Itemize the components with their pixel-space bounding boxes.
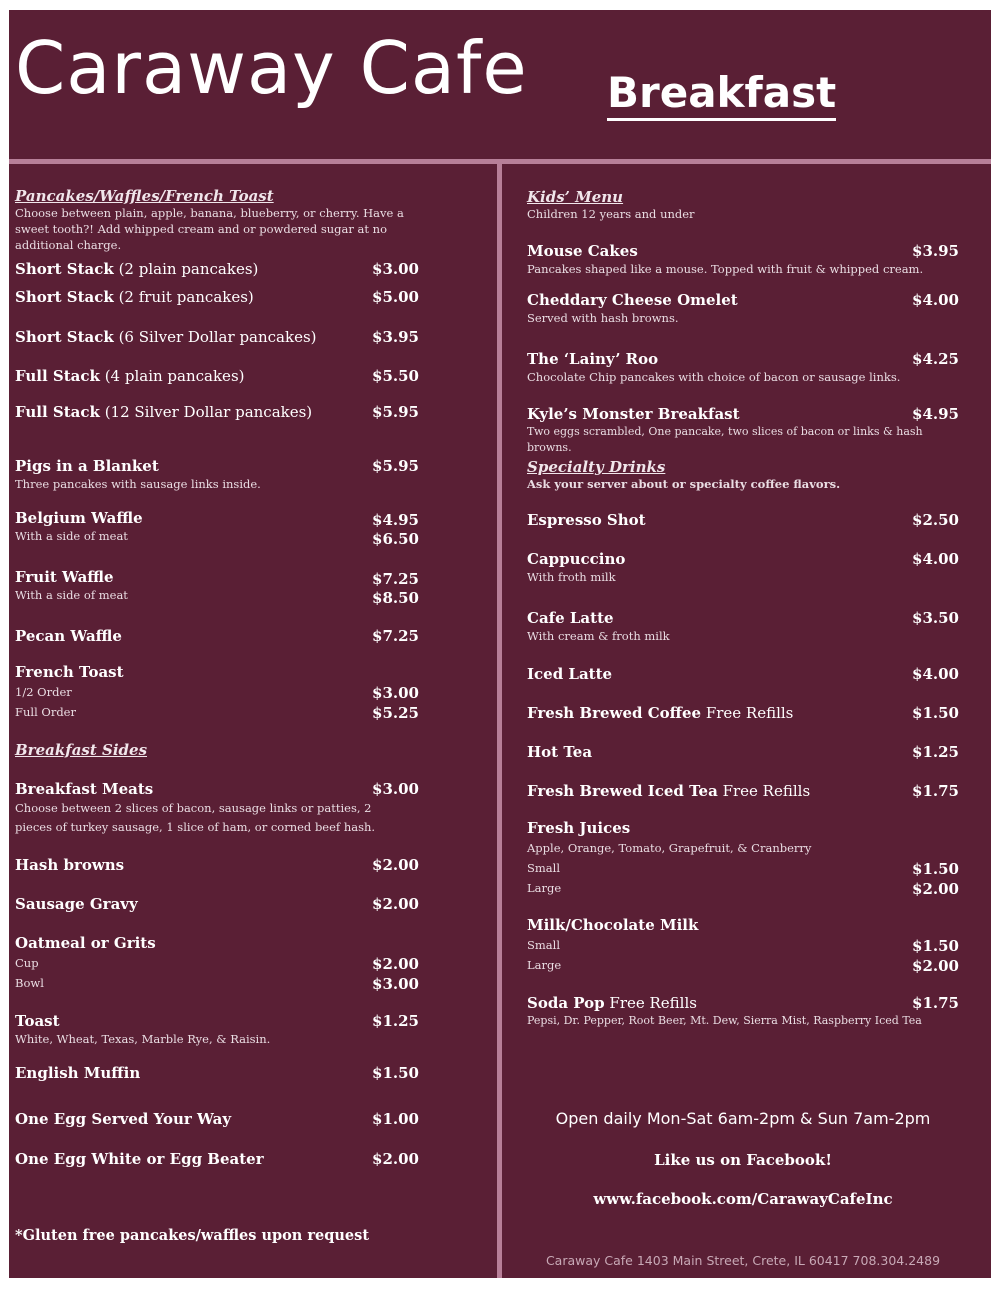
item-name: Toast — [15, 1012, 60, 1030]
small-label: Small — [527, 938, 560, 952]
drinks-section-header — [527, 458, 959, 492]
bowl-price: $3.00 — [372, 975, 419, 993]
item-name: Iced Latte — [527, 665, 613, 683]
section-description: Ask your server about or specialty coffee flavors. — [527, 477, 841, 491]
menu-item — [527, 510, 959, 530]
item-name: One Egg Served Your Way — [15, 1110, 232, 1128]
item-price-with-meat: $6.50 — [372, 530, 419, 548]
menu-item — [15, 327, 419, 347]
item-description: Served with hash browns. — [527, 311, 679, 325]
menu-item — [527, 781, 959, 801]
item-description: With a side of meat — [15, 588, 128, 602]
item-name: Hash browns — [15, 856, 125, 874]
item-price: $3.00 — [372, 780, 419, 798]
item-description: Pancakes shaped like a mouse. Topped with fruit & whipped cream. — [527, 262, 924, 276]
opening-hours: Open daily Mon-Sat 6am-2pm & Sun 7am-2pm — [555, 1109, 931, 1128]
menu-item — [527, 404, 959, 456]
small-label: Small — [527, 861, 560, 875]
full-order-label: Full Order — [15, 705, 76, 719]
section-title: Specialty Drinks — [527, 458, 666, 476]
item-price: $3.95 — [372, 328, 419, 346]
small-price: $1.50 — [912, 860, 959, 878]
item-description: With cream & froth milk — [527, 629, 670, 643]
item-price: $3.00 — [372, 260, 419, 278]
item-name: Full Stack — [15, 367, 100, 385]
item-price: $4.00 — [912, 665, 959, 683]
menu-item — [15, 855, 419, 875]
item-name: Fresh Brewed Coffee — [527, 704, 702, 722]
cup-price: $2.00 — [372, 955, 419, 973]
item-name: Pecan Waffle — [15, 627, 122, 645]
item-detail: (2 plain pancakes) — [113, 260, 259, 278]
item-detail: Free Refills — [717, 782, 811, 800]
small-price: $1.50 — [912, 937, 959, 955]
item-detail: (2 fruit pancakes) — [113, 288, 254, 306]
item-description: Chocolate Chip pancakes with choice of bacon or sausage links. — [527, 370, 901, 384]
facebook-url[interactable]: www.facebook.com/CarawayCafeInc — [593, 1190, 893, 1208]
item-price: $5.00 — [372, 288, 419, 306]
pancakes-section-header — [15, 187, 419, 253]
item-name: Full Stack — [15, 403, 100, 421]
item-price: $4.00 — [912, 291, 959, 309]
item-price: $3.50 — [912, 609, 959, 627]
item-price: $1.25 — [372, 1012, 419, 1030]
item-price: $7.25 — [372, 627, 419, 645]
menu-item — [15, 894, 419, 914]
item-name: One Egg White or Egg Beater — [15, 1150, 264, 1168]
item-name: Milk/Chocolate Milk — [527, 916, 699, 934]
menu-item — [15, 508, 419, 548]
section-title: Pancakes/Waffles/French Toast — [15, 187, 274, 205]
menu-item — [527, 703, 959, 723]
section-description: Children 12 years and under — [527, 207, 695, 221]
sides-section-header — [15, 741, 419, 759]
item-name: Cheddary Cheese Omelet — [527, 291, 738, 309]
item-description: Three pancakes with sausage links inside. — [15, 477, 261, 491]
menu-item — [15, 1011, 419, 1047]
cup-label: Cup — [15, 956, 39, 970]
item-price: $4.95 — [912, 405, 959, 423]
item-name: Pigs in a Blanket — [15, 457, 159, 475]
item-price: $5.50 — [372, 367, 419, 385]
item-price: $4.25 — [912, 350, 959, 368]
item-name: Kyle’s Monster Breakfast — [527, 405, 740, 423]
item-price: $1.50 — [912, 704, 959, 722]
menu-subtitle: Breakfast — [607, 72, 836, 121]
menu-item — [15, 1149, 419, 1169]
menu-item — [15, 626, 419, 646]
item-detail: (12 Silver Dollar pancakes) — [99, 403, 313, 421]
item-price: $4.95 — [372, 511, 419, 529]
cafe-title: Caraway Cafe — [15, 26, 528, 110]
menu-item — [527, 915, 959, 975]
menu-item — [527, 290, 959, 326]
item-name: The ‘Lainy’ Roo — [527, 350, 659, 368]
column-divider — [497, 159, 502, 1278]
item-price: $1.50 — [372, 1064, 419, 1082]
item-name: Sausage Gravy — [15, 895, 138, 913]
menu-item — [15, 259, 419, 279]
menu-item — [15, 567, 419, 607]
item-name: Short Stack — [15, 260, 114, 278]
item-name: Fresh Brewed Iced Tea — [527, 782, 718, 800]
item-name: Espresso Shot — [527, 511, 646, 529]
item-price: $1.00 — [372, 1110, 419, 1128]
menu-item — [527, 818, 959, 898]
menu-item — [15, 933, 419, 993]
facebook-callout: Like us on Facebook! — [654, 1151, 832, 1169]
menu-item — [15, 779, 419, 837]
section-title: Kids’ Menu — [527, 188, 624, 206]
menu-item — [527, 349, 959, 385]
gluten-free-note: *Gluten free pancakes/waffles upon request — [15, 1227, 370, 1244]
item-name: Short Stack — [15, 328, 114, 346]
item-description: Apple, Orange, Tomato, Grapefruit, & Cranberry — [527, 841, 812, 855]
section-description: Choose between plain, apple, banana, blueberry, or cherry. Have a sweet tooth?! Add whipped cream and or powdered sugar at no additional charge. — [15, 206, 404, 252]
item-name: Oatmeal or Grits — [15, 934, 156, 952]
item-name: Fruit Waffle — [15, 568, 114, 586]
item-price: $1.75 — [912, 782, 959, 800]
item-name: Hot Tea — [527, 743, 593, 761]
menu-item — [15, 662, 419, 722]
large-label: Large — [527, 958, 562, 972]
cafe-address: Caraway Cafe 1403 Main Street, Crete, IL 60417 708.304.2489 — [545, 1253, 941, 1268]
half-order-label: 1/2 Order — [15, 685, 72, 699]
menu-item — [527, 608, 959, 644]
item-name: English Muffin — [15, 1064, 141, 1082]
bowl-label: Bowl — [15, 976, 44, 990]
kids-section-header — [527, 188, 959, 222]
section-title: Breakfast Sides — [15, 741, 148, 759]
right-column — [527, 10, 959, 1278]
item-name: Cafe Latte — [527, 609, 614, 627]
item-name: Breakfast Meats — [15, 780, 154, 798]
item-description: Choose between 2 slices of bacon, sausage links or patties, 2 pieces of turkey sausage, 1 slice of ham, or corned beef hash. — [15, 801, 376, 834]
item-description: With froth milk — [527, 570, 616, 584]
item-detail: (4 plain pancakes) — [99, 367, 245, 385]
menu-item — [15, 1063, 419, 1083]
menu-item — [15, 402, 419, 422]
menu-item — [527, 742, 959, 762]
item-price: $2.50 — [912, 511, 959, 529]
item-price: $2.00 — [372, 856, 419, 874]
menu-item — [15, 366, 419, 386]
menu-item — [527, 993, 959, 1029]
left-column — [15, 10, 419, 1278]
item-name: Fresh Juices — [527, 819, 631, 837]
item-price: $5.95 — [372, 457, 419, 475]
half-order-price: $3.00 — [372, 684, 419, 702]
large-price: $2.00 — [912, 880, 959, 898]
menu-item — [15, 287, 419, 307]
item-description: White, Wheat, Texas, Marble Rye, & Raisin. — [15, 1032, 271, 1046]
item-price: $3.95 — [912, 242, 959, 260]
menu-item — [15, 1109, 419, 1129]
item-name: French Toast — [15, 663, 124, 681]
item-detail: (6 Silver Dollar pancakes) — [113, 328, 317, 346]
menu-page — [9, 10, 991, 1278]
menu-item — [527, 549, 959, 585]
item-price-with-meat: $8.50 — [372, 589, 419, 607]
item-description: Two eggs scrambled, One pancake, two slices of bacon or links & hash browns. — [527, 425, 923, 454]
item-price: $4.00 — [912, 550, 959, 568]
large-price: $2.00 — [912, 957, 959, 975]
item-detail: Free Refills — [701, 704, 794, 722]
full-order-price: $5.25 — [372, 704, 419, 722]
item-price: $1.75 — [912, 994, 959, 1012]
item-description: With a side of meat — [15, 529, 128, 543]
item-price: $2.00 — [372, 1150, 419, 1168]
item-name: Cappuccino — [527, 550, 626, 568]
menu-item — [527, 241, 959, 277]
item-price: $2.00 — [372, 895, 419, 913]
item-price: $1.25 — [912, 743, 959, 761]
item-description: Pepsi, Dr. Pepper, Root Beer, Mt. Dew, Sierra Mist, Raspberry Iced Tea — [527, 1014, 922, 1027]
item-name: Belgium Waffle — [15, 509, 143, 527]
item-name: Mouse Cakes — [527, 242, 638, 260]
item-detail: Free Refills — [604, 994, 697, 1012]
menu-item — [15, 456, 419, 492]
item-name: Short Stack — [15, 288, 114, 306]
large-label: Large — [527, 881, 562, 895]
item-price: $5.95 — [372, 403, 419, 421]
item-price: $7.25 — [372, 570, 419, 588]
menu-item — [527, 664, 959, 684]
item-name: Soda Pop — [527, 994, 605, 1012]
